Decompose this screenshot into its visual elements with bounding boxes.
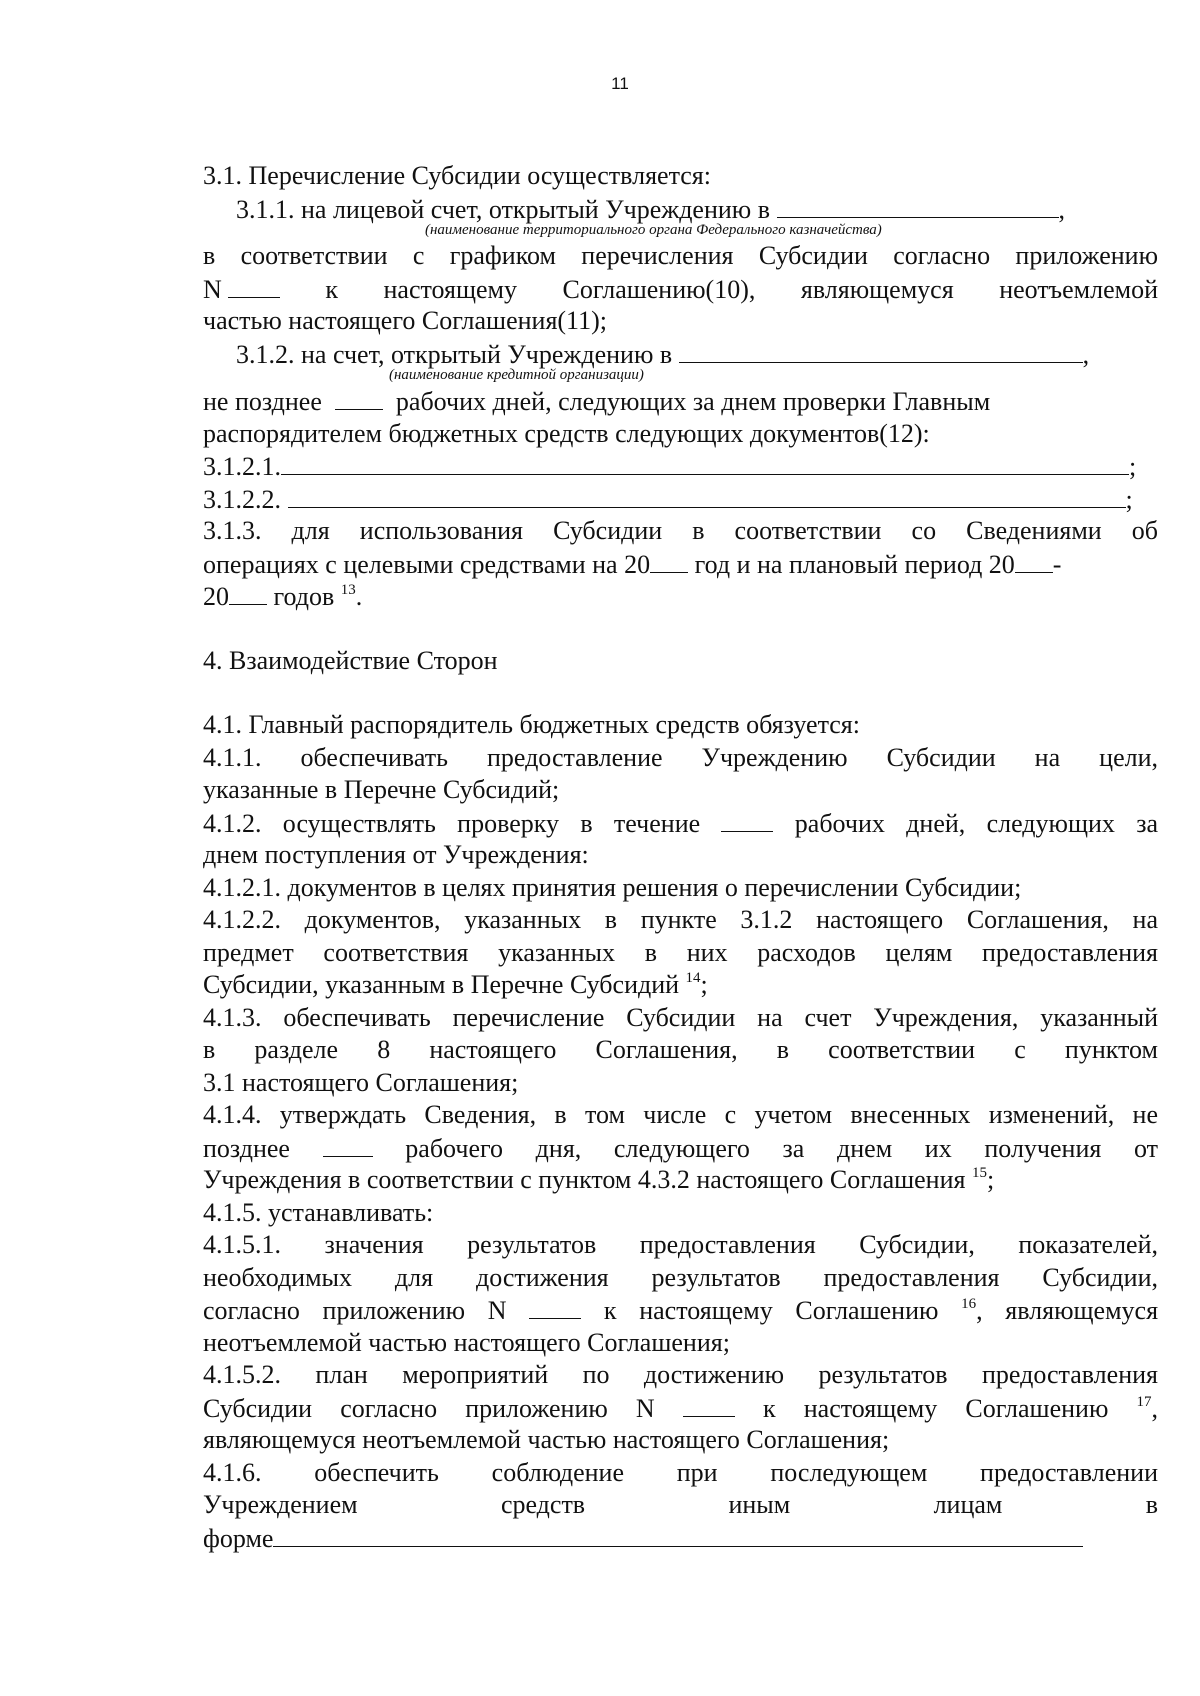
blank-field <box>721 807 773 832</box>
paragraph-3-1-2-cont: распорядителем бюджетных средств следующих документов(12): <box>203 418 930 448</box>
blank-field <box>777 193 1059 218</box>
paragraph-3-1-1-cont: в соответствии с графиком перечисления Субсидии согласно приложению <box>203 241 1158 270</box>
paragraph-4-1-5: 4.1.5. устанавливать: <box>203 1197 434 1227</box>
paragraph-3-1-3-cont: 20 годов $^{13}$. <box>203 582 363 611</box>
paragraph-4-1-4: 4.1.4. утверждать Сведения, в том числе с учетом внесенных изменений, не <box>203 1100 1158 1129</box>
paragraph-3-1-3: 3.1.3. для использования Субсидии в соответствии со Сведениями об <box>203 516 1158 545</box>
paragraph-4-1-2-2-cont: Субсидии, указанным в Перечне Субсидий $^{14}$; <box>203 970 708 999</box>
blank-field <box>229 580 267 605</box>
blank-field <box>273 1522 1083 1547</box>
paragraph-4-1-5-1: 4.1.5.1. значения результатов предоставления Субсидии, показателей, <box>203 1230 1158 1259</box>
section-heading: 4. Взаимодействие Сторон <box>203 645 498 675</box>
paragraph-4-1-5-1-cont: неотъемлемой частью настоящего Соглашения; <box>203 1327 730 1357</box>
footnote-ref: 14 <box>685 970 701 986</box>
paragraph-4-1-4-cont: позднее рабочего дня, следующего за днем их получения от <box>203 1133 1159 1163</box>
paragraph-4-1: 4.1. Главный распорядитель бюджетных средств обязуется: <box>203 710 860 739</box>
paragraph-4-1-6-cont: Учреждением средств иным лицам в <box>203 1490 1158 1519</box>
blank-field <box>1015 548 1053 573</box>
paragraph-3-1-1-cont: N к настоящему Соглашению(10), являющемуся неотъемлемой <box>203 274 1158 304</box>
paragraph-4-1-5-1-cont: необходимых для достижения результатов предоставления Субсидии, <box>203 1262 1158 1292</box>
footnote-ref: 17 <box>1136 1393 1152 1410</box>
paragraph-4-1-1-cont: указанные в Перечне Субсидий; <box>203 775 560 804</box>
paragraph-3-1-3-cont: операциях с целевыми средствами на 20 год и на плановый период 20 - <box>203 549 1062 579</box>
footnote-ref: 15 <box>971 1165 987 1181</box>
footnote-ref: 13 <box>340 582 356 598</box>
paragraph-4-1-5-2-cont: Субсидии согласно приложению N к настоящему Соглашению $^{17}$, <box>203 1393 1159 1423</box>
blank-field <box>335 385 383 410</box>
document-body <box>203 160 1158 1554</box>
paragraph-3-1-2-1: 3.1.2.1. ; <box>203 452 1137 481</box>
footnote-ref: 16 <box>961 1296 977 1312</box>
blank-field <box>679 338 1083 363</box>
paragraph-3-1-2-cont: не позднее рабочих дней, следующих за днем проверки Главным <box>203 387 991 416</box>
paragraph-4-1-1: 4.1.1. обеспечивать предоставление Учреждению Субсидии на цели, <box>203 742 1158 772</box>
paragraph-3-1-1-cont: частью настоящего Соглашения(11); <box>203 306 607 335</box>
blank-field <box>288 483 1126 508</box>
blank-field <box>683 1392 735 1417</box>
blank-field <box>228 273 280 298</box>
blank-field <box>281 450 1129 475</box>
page-number: 11 <box>611 74 629 93</box>
blank-field <box>529 1294 581 1319</box>
paragraph-4-1-2-2-cont: предмет соответствия указанных в них расходов целям предоставления <box>203 937 1158 967</box>
paragraph-3-1-2: 3.1.2. на счет, открытый Учреждению в , <box>236 339 1090 369</box>
paragraph-3-1-1: 3.1.1. на лицевой счет, открытый Учреждению в , <box>236 194 1066 224</box>
paragraph-3-1: 3.1. Перечисление Субсидии осуществляется: <box>203 161 711 190</box>
blank-field <box>323 1132 373 1157</box>
paragraph-4-1-5-1-cont: согласно приложению N к настоящему Соглашению $^{16}$, являющемуся <box>203 1296 1159 1325</box>
paragraph-4-1-3-cont: в разделе 8 настоящего Соглашения, в соответствии с пунктом <box>203 1035 1158 1064</box>
paragraph-4-1-2-1: 4.1.2.1. документов в целях принятия решения о перечислении Субсидии; <box>203 872 1022 902</box>
footnote-caption: (наименование территориального органа Федерального казначейства) <box>425 222 882 238</box>
paragraph-4-1-5-2-cont: являющемуся неотъемлемой частью настоящего Соглашения; <box>203 1425 890 1454</box>
paragraph-4-1-2-cont: днем поступления от Учреждения: <box>203 840 589 869</box>
paragraph-4-1-3-cont: 3.1 настоящего Соглашения; <box>203 1067 519 1097</box>
paragraph-4-1-6: 4.1.6. обеспечить соблюдение при последующем предоставлении <box>203 1457 1158 1487</box>
paragraph-4-1-3: 4.1.3. обеспечивать перечисление Субсидии на счет Учреждения, указанный <box>203 1002 1158 1032</box>
paragraph-4-1-2-2: 4.1.2.2. документов, указанных в пункте 3.1.2 настоящего Соглашения, на <box>203 905 1158 934</box>
paragraph-4-1-5-2: 4.1.5.2. план мероприятий по достижению результатов предоставления <box>203 1360 1158 1389</box>
paragraph-3-1-2-2: 3.1.2.2. ; <box>203 484 1133 514</box>
paragraph-4-1-6-cont: форме <box>203 1522 1158 1555</box>
paragraph-4-1-2: 4.1.2. осуществлять проверку в течение рабочих дней, следующих за <box>203 808 1159 838</box>
footnote-caption: (наименование кредитной организации) <box>389 367 644 383</box>
paragraph-4-1-4-cont: Учреждения в соответствии с пунктом 4.3.2 настоящего Соглашения $^{15}$; <box>203 1165 995 1194</box>
blank-field <box>650 548 688 573</box>
